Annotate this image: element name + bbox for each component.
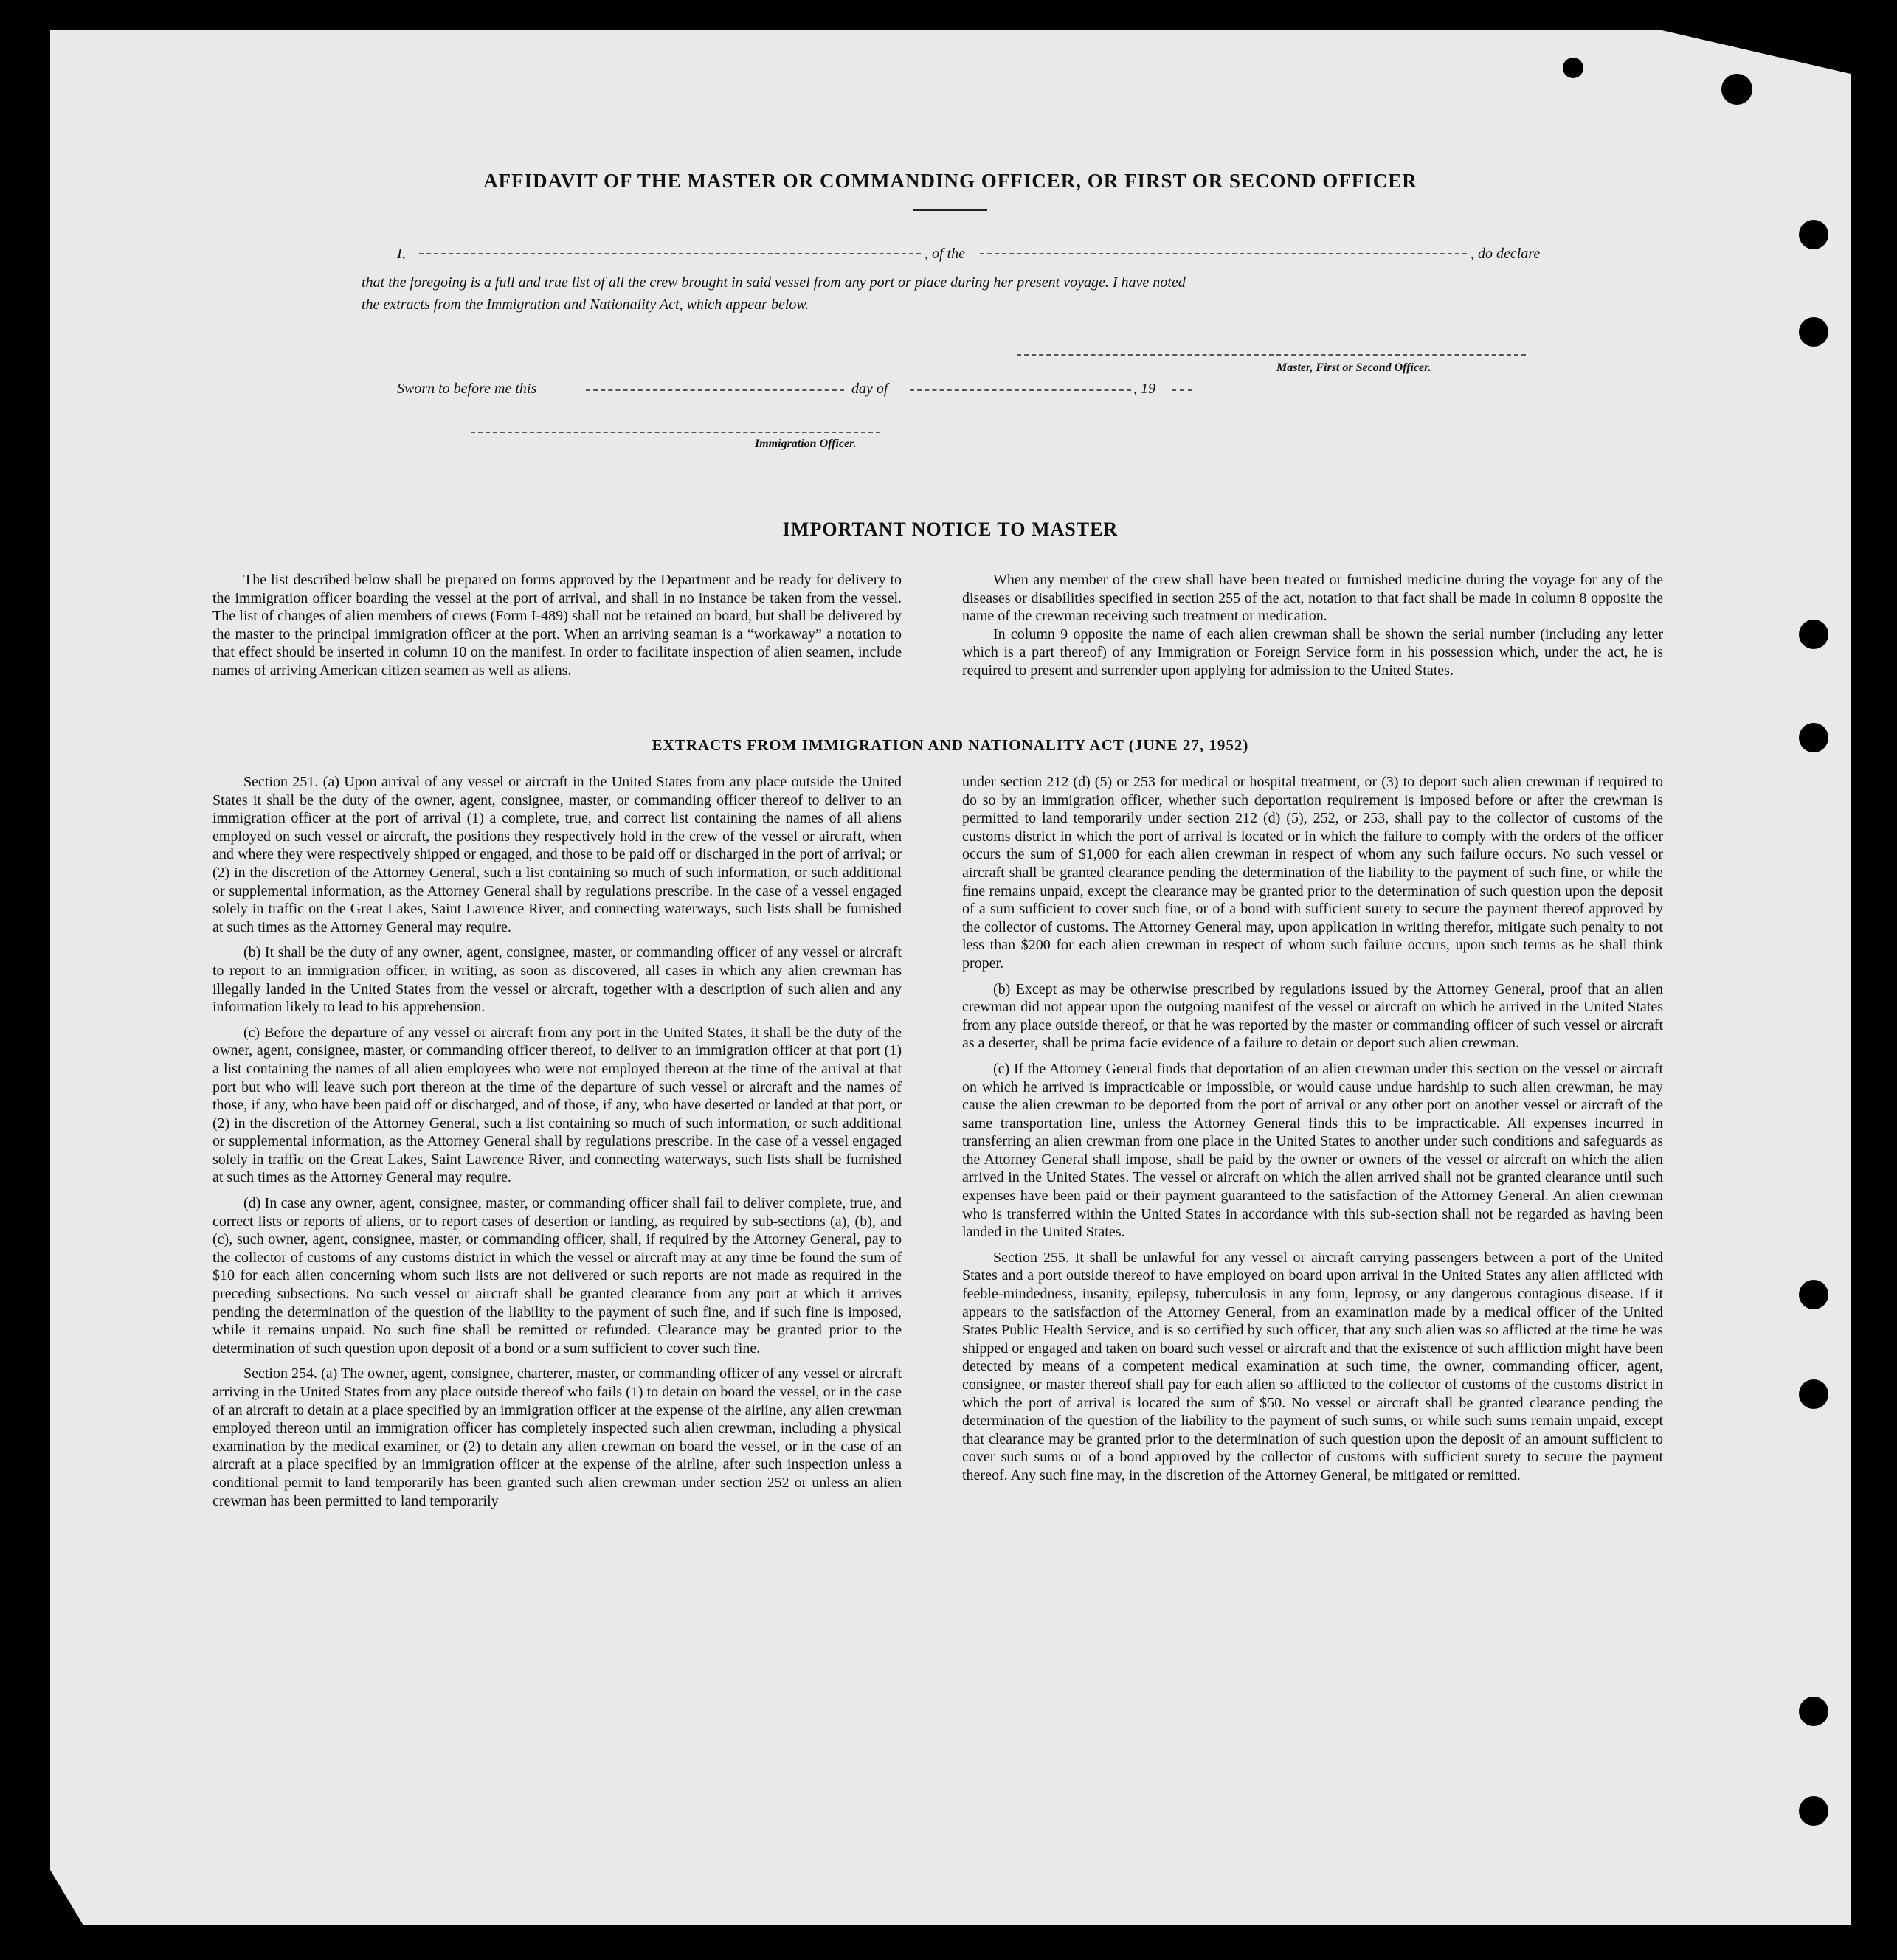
notice-right-column <box>962 571 1663 680</box>
punch-hole-icon <box>1799 1280 1828 1309</box>
punch-hole-icon <box>1563 58 1583 78</box>
vessel-field[interactable] <box>980 253 1467 254</box>
punch-hole-icon <box>1721 74 1752 105</box>
sworn-month-field[interactable] <box>910 389 1131 391</box>
document-page <box>50 30 1851 1925</box>
year-label: , 19 <box>1133 381 1155 397</box>
declaration-statement-line1: that the foregoing is a full and true list of all the crew brought in said vessel from any port or place during her present voyage. I have noted <box>362 274 1186 291</box>
section-255: Section 255. It shall be unlawful for any vessel or aircraft carrying passengers between a port of the United States and a port outside thereof to have employed on board upon arrival in the United States any alien afflicted with feeble-mindedness, insanity, epilepsy, tuberculosis in any form, leprosy, or any dangerous contagious disease. If it appears to the satisfaction of the Attorney General, from an examination made by a medical officer of the United States Public Health Service, and is so certified by such officer, that any such alien was so afflicted at the time he was shipped or engaged and taken on board such vessel or aircraft and that the existence of such affliction might have been detected by means of a competent medical examination at such time, the owner, commanding officer, agent, consignee, or master thereof shall pay for each alien so afflicted to the collector of customs of the customs district in which the port of arrival is located the sum of $50. No vessel or aircraft shall be granted clearance pending the determination of the question of the liability to the payment of such sums, or while such sums remain unpaid, except that clearance may be granted prior to the determination of such question upon the deposit of an amount sufficient to cover such sums or of a bond approved by the collector of customs with sufficient surety to secure the payment thereof. Any such fine may, in the discretion of the Attorney General, be mitigated or remitted. <box>962 1249 1663 1483</box>
punch-hole-icon <box>1799 1697 1828 1726</box>
section-254-c: (c) If the Attorney General finds that deportation of an alien crewman under this section on the vessel or aircraft on which he arrived is impracticable or impossible, or would cause undue hardship to such alien crewman, he may cause the alien crewman to be deported from the port of arrival or any other port on another vessel or aircraft of the same transportation line, unless the Attorney General finds this to be impracticable. All expenses incurred in transferring an alien crewman from one place in the United States to another under such conditions and safeguards as the Attorney General shall impose, shall be paid by the owner or owners of the vessel or aircraft on which the alien arrived in the United States. The vessel or aircraft on which the alien arrived shall not be granted clearance until such expenses have been paid or their payment guaranteed to the satisfaction of the Attorney General. An alien crewman who is transferred within the United States in accordance with this sub-section shall not be regarded as having been landed in the United States. <box>962 1060 1663 1241</box>
title-underline <box>913 209 987 211</box>
name-field[interactable] <box>419 253 921 254</box>
notice-left-column <box>212 571 902 680</box>
extracts-left-column <box>212 773 902 1517</box>
immigration-officer-signature-field[interactable] <box>471 432 880 433</box>
sworn-year-field[interactable] <box>1172 389 1192 391</box>
extracts-right-column <box>962 773 1663 1492</box>
punch-hole-icon <box>1799 220 1828 249</box>
of-the-label: , of the <box>925 246 965 262</box>
immigration-officer-label: Immigration Officer. <box>755 437 857 450</box>
master-signature-label: Master, First or Second Officer. <box>1276 361 1431 374</box>
do-declare-label: , do declare <box>1471 246 1541 262</box>
extracts-title: EXTRACTS FROM IMMIGRATION AND NATIONALITY ACT (JUNE 27, 1952) <box>652 736 1249 754</box>
section-251-a: Section 251. (a) Upon arrival of any vessel or aircraft in the United States from any place outside the United States it shall be the duty of the owner, agent, consignee, master, or commanding officer thereof to deliver to an immigration officer at the port of arrival (1) a complete, true, and correct list containing the names of all aliens employed on such vessel or aircraft, the positions they respectively hold in the crew of the vessel or aircraft, when and where they were respectively shipped or engaged, and those to be paid off or discharged in the port of arrival; or (2) in the discretion of the Attorney General, such a list containing so much of such information, or such additional or supplemental information, as the Attorney General shall by regulations prescribe. In the case of a vessel engaged solely in traffic on the Great Lakes, Saint Lawrence River, and connecting waterways, such lists shall be furnished at such times as the Attorney General may require. <box>212 774 902 935</box>
section-254-b: (b) Except as may be otherwise prescribed by regulations issued by the Attorney General, proof that an alien crewman did not appear upon the outgoing manifest of the vessel or aircraft on which he arrived in the United States from any place outside thereof, or that he was reported by the master or commanding officer of such vessel or aircraft as a deserter, shall be prima facie evidence of a failure to detain or deport such alien crewman. <box>962 980 1663 1052</box>
section-251-d: (d) In case any owner, agent, consignee, master, or commanding officer shall fail to deliver complete, true, and correct lists or reports of aliens, or to report cases of desertion or landing, as required by sub-sections (a), (b), and (c), such owner, agent, consignee, master, or commanding officer, shall, if required by the Attorney General, pay to the collector of customs of any customs district in which the vessel or aircraft may at any time be found the sum of $10 for each alien concerning whom such lists are not delivered or such reports are not made as required in the preceding subsections. No such vessel or aircraft shall be granted clearance from any port at which it arrives pending the determination of the question of the liability to the payment of such fine, and if such fine is imposed, while it remains unpaid. No such fine shall be remitted or refunded. Clearance may be granted prior to the determination of such question upon deposit of a bond or a sum sufficient to cover such fine. <box>212 1195 902 1357</box>
section-251-c: (c) Before the departure of any vessel or aircraft from any port in the United States, it shall be the duty of the owner, agent, consignee, master, or commanding officer thereof, to deliver to an immigration officer at that port (1) a list containing the names of all alien employees who were not employed thereon at the time of the arrival at that port but who will leave such port thereon at the time of the departure of such vessel or aircraft and the names of those, if any, who have been paid off or discharged, and of those, if any, who have deserted or landed at that port, or (2) in the discretion of the Attorney General, such a list containing so much of such information, or such additional or supplemental information, as the Attorney General shall by regulations prescribe. In the case of a vessel engaged solely in traffic on the Great Lakes, Saint Lawrence River, and connecting waterways, such lists shall be furnished at such times as the Attorney General may require. <box>212 1024 902 1186</box>
master-signature-field[interactable] <box>1017 354 1526 356</box>
notice-title: IMPORTANT NOTICE TO MASTER <box>782 519 1119 540</box>
notice-right-paragraph-1: When any member of the crew shall have been treated or furnished medicine during the voyage for any of the diseases or disabilities specified in section 255 of the act, notation to that fact shall be made in column 8 opposite the name of the crewman receiving such treatment or medication. <box>962 572 1663 625</box>
sworn-label: Sworn to before me this <box>397 381 537 397</box>
punch-hole-icon <box>1799 620 1828 649</box>
sworn-day-field[interactable] <box>586 389 844 391</box>
punch-hole-icon <box>1799 317 1828 347</box>
section-254-a-continued: under section 212 (d) (5) or 253 for medical or hospital treatment, or (3) to deport such alien crewman if required to do so by an immigration officer, whether such deportation requirement is imposed before or after the crewman is permitted to land temporarily under section 212 (d) (5), 252, or 253, shall pay to the collector of customs of the customs district in which the port of arrival is located or in which the failure to comply with the orders of the officer occurs the sum of $1,000 for each alien crewman in respect of whom any such failure occurs. No such vessel or aircraft shall be granted clearance pending the determination of the liability to the payment of such fine, or while the fine remains unpaid, except the clearance may be granted prior to the determination of such question upon the deposit of a sum sufficient to cover such fine, or of a bond with sufficient surety to secure the payment thereof approved by the collector of customs. The Attorney General may, upon application in writing therefor, mitigate such penalty to not less than $200 for each alien crewman in respect of whom such failure occurs, upon such terms as he shall think proper. <box>962 774 1663 972</box>
day-of-label: day of <box>851 381 888 397</box>
notice-right-paragraph-2: In column 9 opposite the name of each alien crewman shall be shown the serial number (including any letter which is a part thereof) of any Immigration or Foreign Service form in his possession which, under the act, he is required to present and surrender upon applying for admission to the United States. <box>962 626 1663 679</box>
torn-corner-bottom-left <box>50 1870 83 1925</box>
declaration-statement-line2: the extracts from the Immigration and Nationality Act, which appear below. <box>362 297 809 313</box>
punch-hole-icon <box>1799 1379 1828 1409</box>
notice-left-paragraph: The list described below shall be prepared on forms approved by the Department and be ready for delivery to the immigration officer boarding the vessel at the port of arrival, and shall in no instance be taken from the vessel. The list of changes of alien members of crews (Form I-489) shall not be retained on board, but shall be delivered by the master to the principal immigration officer at the port. When an arriving seaman is a “workaway” a notation to that effect should be inserted in column 10 on the manifest. In order to facilitate inspection of alien seamen, include names of arriving American citizen seamen as well as aliens. <box>212 572 902 679</box>
torn-corner-top-right <box>1659 30 1851 74</box>
i-label: I, <box>397 246 406 262</box>
punch-hole-icon <box>1799 1796 1828 1826</box>
section-251-b: (b) It shall be the duty of any owner, agent, consignee, master, or commanding officer of any vessel or aircraft to report to an immigration officer, in writing, as soon as discovered, all cases in which any alien crewman has illegally landed in the United States from the vessel or aircraft, together with a description of such alien and any information likely to lead to his apprehension. <box>212 944 902 1016</box>
affidavit-title: AFFIDAVIT OF THE MASTER OR COMMANDING OFFICER, OR FIRST OR SECOND OFFICER <box>483 170 1417 192</box>
section-254-a: Section 254. (a) The owner, agent, consignee, charterer, master, or commanding officer of any vessel or aircraft arriving in the United States from any place outside thereof who fails (1) to detain on board the vessel, or in the case of an aircraft to detain at a place specified by an immigration officer at the expense of the airline, any alien crewman employed thereon until an immigration officer has completely inspected such alien crewman, including a physical examination by the medical examiner, or (2) to detain any alien crewman on board the vessel, or in the case of an aircraft at a place specified by an immigration officer at the expense of the airline, after such inspection unless a conditional permit to land temporarily has been granted such alien crewman under section 252 or unless an alien crewman has been permitted to land temporarily <box>212 1365 902 1509</box>
